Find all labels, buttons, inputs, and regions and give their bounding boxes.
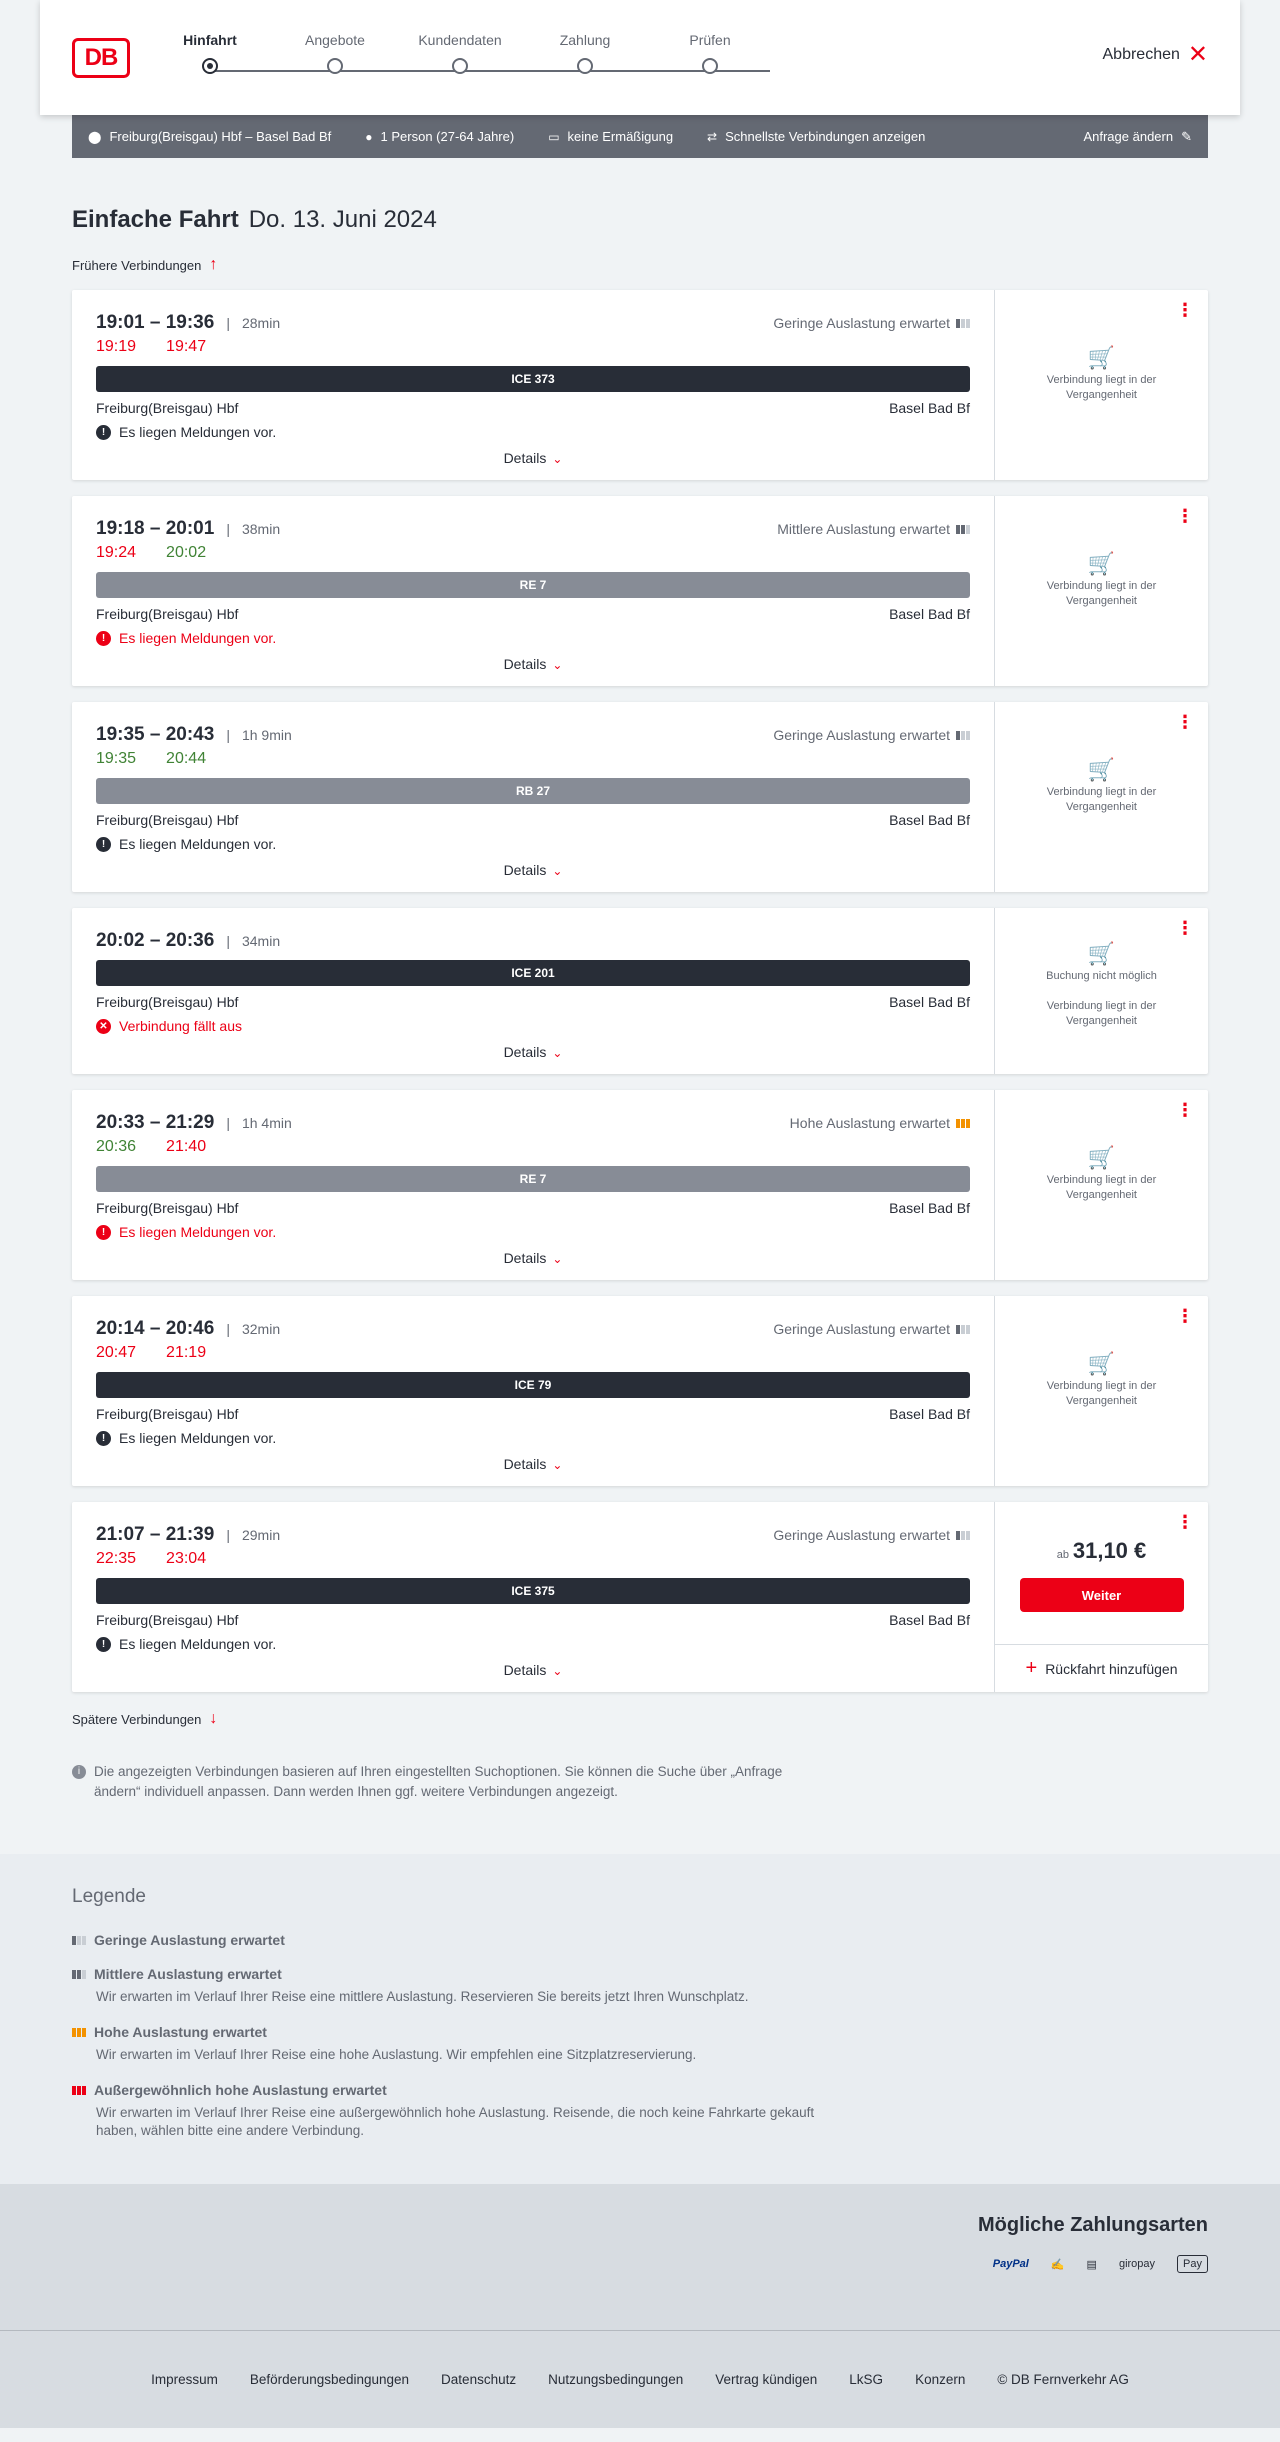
- chevron-down-icon: ⌄: [552, 864, 563, 878]
- price-prefix: ab: [1056, 1549, 1069, 1561]
- cancel-button[interactable]: [1102, 41, 1209, 68]
- continue-button[interactable]: Weiter: [1020, 1578, 1184, 1612]
- return-label: Rückfahrt hinzufügen: [1045, 1660, 1178, 1677]
- stations: [96, 1406, 970, 1422]
- destination-station: Basel Bad Bf: [889, 1200, 970, 1216]
- occupancy: [773, 1527, 970, 1543]
- step-hinfahrt: [150, 32, 270, 74]
- direct-debit-icon: ✍: [1050, 2258, 1065, 2271]
- details-label: Details: [503, 862, 547, 878]
- apple-pay-icon: [1177, 2255, 1208, 2273]
- route-summary: [88, 129, 331, 144]
- past-text: Verbindung liegt in der Vergangenheit: [1046, 1174, 1157, 1201]
- step-zahlung: [525, 32, 645, 74]
- time-row: [96, 1112, 970, 1134]
- connection-side: [995, 908, 1208, 1074]
- destination-station: Basel Bad Bf: [889, 606, 970, 622]
- message-notice: [96, 1224, 970, 1240]
- past-notice: [995, 941, 1208, 1029]
- chevron-down-icon: ⌄: [552, 658, 563, 672]
- details-label: Details: [503, 1662, 547, 1678]
- message-text: Es liegen Meldungen vor.: [119, 836, 277, 852]
- legend-title: Legende: [72, 1886, 146, 1907]
- realtime-row: [96, 750, 970, 770]
- train-bar[interactable]: RE 7: [96, 572, 970, 598]
- step-angebote: [275, 32, 395, 74]
- time-row: [96, 312, 970, 334]
- occupancy-low-icon: [956, 1325, 970, 1334]
- past-notice: [995, 1145, 1208, 1203]
- alert-icon: !: [96, 1431, 111, 1446]
- info-icon: i: [72, 1765, 86, 1779]
- change-request-button[interactable]: [1083, 129, 1192, 145]
- separator: |: [226, 727, 230, 743]
- step-label: Zahlung: [559, 32, 611, 48]
- time-row: [96, 930, 970, 952]
- details-toggle[interactable]: [72, 1044, 994, 1060]
- legend-item-title: Mittlere Auslastung erwartet: [94, 1966, 282, 1982]
- stations: [96, 606, 970, 622]
- connection-card[interactable]: [72, 908, 1208, 1074]
- destination-station: Basel Bad Bf: [889, 994, 970, 1010]
- occupancy: [773, 727, 970, 743]
- planned-times: 19:01 – 19:36: [96, 312, 215, 333]
- separator: |: [226, 521, 230, 537]
- occupancy: [773, 1321, 970, 1337]
- planned-times: 20:02 – 20:36: [96, 930, 215, 951]
- cart-disabled-icon: 🛒: [1087, 345, 1116, 370]
- realtime-departure: 22:35: [96, 1550, 137, 1567]
- duration: 32min: [241, 1321, 281, 1337]
- duration: 38min: [241, 521, 281, 537]
- connection-card[interactable]: [72, 1502, 1208, 1692]
- occupancy-low-icon: [956, 731, 970, 740]
- footer: [0, 2330, 1280, 2428]
- realtime-departure: 19:35: [96, 750, 137, 767]
- train-bar[interactable]: RE 7: [96, 1166, 970, 1192]
- separator: |: [226, 1115, 230, 1131]
- chevron-down-icon: ⌄: [552, 1664, 563, 1678]
- duration: 1h 4min: [241, 1115, 292, 1131]
- connection-main: [72, 1090, 995, 1280]
- step-dot: [202, 58, 218, 74]
- past-text: Verbindung liegt in der Vergangenheit: [1046, 1380, 1157, 1407]
- page-title: [72, 206, 1208, 234]
- past-text: Verbindung liegt in der Vergangenheit: [1046, 580, 1157, 607]
- step-kundendaten: [400, 32, 520, 74]
- legend-item-high: [72, 2024, 1208, 2064]
- message-notice: [96, 630, 970, 646]
- stations: [96, 400, 970, 416]
- occupancy-label: Geringe Auslastung erwartet: [773, 1527, 950, 1543]
- more-options-icon[interactable]: ⋮: [1176, 1100, 1194, 1121]
- legend-item-very-high: [72, 2082, 1208, 2140]
- origin-station: Freiburg(Breisgau) Hbf: [96, 812, 239, 828]
- more-options-icon[interactable]: ⋮: [1176, 300, 1194, 321]
- chevron-down-icon: ⌄: [552, 1458, 563, 1472]
- occupancy: [790, 1115, 970, 1131]
- planned-times: 20:33 – 21:29: [96, 1112, 215, 1133]
- passenger-text: 1 Person (27-64 Jahre): [380, 129, 515, 144]
- message-text: Es liegen Meldungen vor.: [119, 1636, 277, 1652]
- alert-icon: !: [96, 425, 111, 440]
- occupancy-label: Geringe Auslastung erwartet: [773, 1321, 950, 1337]
- more-options-icon[interactable]: ⋮: [1176, 1512, 1194, 1533]
- train-bar[interactable]: ICE 79: [96, 1372, 970, 1398]
- message-text: Verbindung fällt aus: [119, 1018, 242, 1034]
- close-icon: ✕: [1187, 41, 1208, 68]
- realtime-arrival: 23:04: [166, 1550, 207, 1567]
- origin-station: Freiburg(Breisgau) Hbf: [96, 1406, 239, 1422]
- header: [40, 0, 1240, 115]
- message-notice: [96, 1636, 970, 1652]
- passenger-summary: [365, 129, 514, 144]
- person-icon: ●: [365, 129, 373, 144]
- option-summary: [707, 129, 925, 144]
- train-bar[interactable]: ICE 201: [96, 960, 970, 986]
- occupancy-label: Hohe Auslastung erwartet: [789, 1115, 950, 1131]
- occupancy-low-icon: [956, 1531, 970, 1540]
- legend-section: [0, 1854, 1280, 2184]
- duration: 28min: [241, 315, 281, 331]
- alert-icon: !: [96, 837, 111, 852]
- progress-stepper: [183, 32, 770, 82]
- connection-side: [995, 290, 1208, 480]
- stations: [96, 1612, 970, 1628]
- details-label: Details: [503, 1456, 547, 1472]
- destination-station: Basel Bad Bf: [889, 1612, 970, 1628]
- legend-item-low: [72, 1932, 1208, 1948]
- message-text: Es liegen Meldungen vor.: [119, 1224, 277, 1240]
- planned-times: 20:14 – 20:46: [96, 1318, 215, 1339]
- discount-text: keine Ermäßigung: [567, 129, 674, 144]
- legend-item-desc: Wir erwarten im Verlauf Ihrer Reise eine hohe Auslastung. Wir empfehlen eine Sitzplatzreservierung.: [96, 2047, 697, 2062]
- location-pin-icon: ⬤: [88, 129, 102, 144]
- past-text: Verbindung liegt in der Vergangenheit: [1046, 374, 1157, 401]
- alert-icon: !: [96, 1637, 111, 1652]
- details-toggle[interactable]: [72, 1662, 994, 1678]
- realtime-departure: 20:47: [96, 1344, 137, 1361]
- connection-main: [72, 702, 995, 892]
- details-toggle[interactable]: [72, 1456, 994, 1472]
- sepa-icon: ▤: [1086, 2258, 1097, 2271]
- realtime-arrival: 19:47: [166, 338, 207, 355]
- legend-item-desc: Wir erwarten im Verlauf Ihrer Reise eine mittlere Auslastung. Reservieren Sie bereits jetzt Ihren Wunschplatz.: [96, 1989, 749, 2004]
- connection-side: [995, 1502, 1208, 1692]
- occupancy-high-icon: [956, 1119, 970, 1128]
- connection-main: [72, 1296, 995, 1486]
- step-dot: [452, 58, 468, 74]
- connection-list: [72, 290, 1208, 1692]
- footer-link-konzern[interactable]: Konzern: [915, 2372, 966, 2387]
- cancellation-notice: [96, 1018, 970, 1034]
- occupancy-high-icon: [72, 2028, 86, 2037]
- search-summary-bar: [72, 115, 1208, 158]
- destination-station: Basel Bad Bf: [889, 812, 970, 828]
- occupancy-label: Mittlere Auslastung erwartet: [777, 521, 950, 537]
- details-label: Details: [503, 656, 547, 672]
- time-row: [96, 1524, 970, 1546]
- legend-item-title: Geringe Auslastung erwartet: [94, 1932, 285, 1948]
- separator: |: [226, 315, 230, 331]
- realtime-row: [96, 1138, 970, 1158]
- arrow-down-icon: ↓: [209, 1710, 218, 1727]
- connection-card[interactable]: [72, 290, 1208, 480]
- more-options-icon[interactable]: ⋮: [1176, 712, 1194, 733]
- trip-date: Do. 13. Juni 2024: [248, 206, 437, 233]
- planned-times: 19:18 – 20:01: [96, 518, 215, 539]
- bahncard-icon: ▭: [548, 129, 560, 144]
- occupancy-low-icon: [72, 1936, 86, 1945]
- connection-card[interactable]: [72, 1296, 1208, 1486]
- past-notice: [995, 757, 1208, 815]
- connection-side: [995, 702, 1208, 892]
- realtime-arrival: 21:40: [166, 1138, 207, 1155]
- past-notice: [995, 1351, 1208, 1409]
- step-label: Kundendaten: [418, 32, 502, 48]
- details-label: Details: [503, 450, 547, 466]
- realtime-arrival: 20:02: [166, 544, 207, 561]
- past-notice: [995, 345, 1208, 403]
- db-logo[interactable]: DB: [72, 38, 130, 78]
- origin-station: Freiburg(Breisgau) Hbf: [96, 606, 239, 622]
- realtime-row: [96, 1550, 970, 1570]
- train-bar[interactable]: RB 27: [96, 778, 970, 804]
- step-pruefen: [650, 32, 770, 74]
- details-toggle[interactable]: [72, 656, 994, 672]
- paypal-icon: PayPal: [992, 2258, 1029, 2270]
- route-text: Freiburg(Breisgau) Hbf – Basel Bad Bf: [109, 129, 332, 144]
- trip-type: Einfache Fahrt: [72, 206, 239, 233]
- connection-main: [72, 290, 995, 480]
- occupancy: [773, 315, 970, 331]
- past-text: Verbindung liegt in der Vergangenheit: [1046, 786, 1157, 813]
- past-text: Verbindung liegt in der Vergangenheit: [1046, 1000, 1157, 1027]
- connection-side: [995, 1090, 1208, 1280]
- realtime-arrival: 20:44: [166, 750, 207, 767]
- occupancy-low-icon: [956, 319, 970, 328]
- more-options-icon[interactable]: ⋮: [1176, 506, 1194, 527]
- train-bar[interactable]: ICE 373: [96, 366, 970, 392]
- message-text: Es liegen Meldungen vor.: [119, 630, 277, 646]
- step-label: Angebote: [305, 32, 365, 48]
- realtime-row: [96, 544, 970, 564]
- change-request-label: Anfrage ändern: [1083, 129, 1174, 144]
- cart-disabled-icon: 🛒: [1087, 941, 1116, 966]
- planned-times: 21:07 – 21:39: [96, 1524, 215, 1545]
- swap-arrows-icon: ⇄: [707, 129, 718, 144]
- duration: 29min: [241, 1527, 281, 1543]
- connection-main: [72, 1502, 995, 1692]
- footer-link-vertrag-kuendigen[interactable]: Vertrag kündigen: [715, 2372, 818, 2387]
- alert-icon: !: [96, 1225, 111, 1240]
- step-dot: [577, 58, 593, 74]
- message-notice: [96, 1430, 970, 1446]
- realtime-row: [96, 1344, 970, 1364]
- main-content: [72, 206, 1208, 1802]
- later-connections-link[interactable]: [72, 1710, 1208, 1728]
- footer-link-datenschutz[interactable]: Datenschutz: [441, 2372, 517, 2387]
- footer-copyright: © DB Fernverkehr AG: [997, 2372, 1129, 2387]
- plus-icon: +: [1025, 1657, 1038, 1679]
- details-toggle[interactable]: [72, 450, 994, 466]
- connection-side: [995, 1296, 1208, 1486]
- message-text: Es liegen Meldungen vor.: [119, 424, 277, 440]
- occupancy-label: Geringe Auslastung erwartet: [773, 727, 950, 743]
- step-dot: [327, 58, 343, 74]
- footer-link-befoerderungsbedingungen[interactable]: Beförderungsbedingungen: [249, 2372, 410, 2387]
- arrow-up-icon: ↑: [209, 256, 218, 273]
- cancel-label: Abbrechen: [1102, 46, 1180, 63]
- occupancy-medium-icon: [72, 1970, 86, 1979]
- connection-side: [995, 496, 1208, 686]
- separator: |: [226, 1321, 230, 1337]
- separator: |: [226, 1527, 230, 1543]
- footer-link-impressum[interactable]: Impressum: [151, 2372, 218, 2387]
- earlier-label: Frühere Verbindungen: [72, 257, 202, 273]
- occupancy: [777, 521, 970, 537]
- destination-station: Basel Bad Bf: [889, 1406, 970, 1422]
- details-label: Details: [503, 1250, 547, 1266]
- alert-icon: !: [96, 631, 111, 646]
- more-options-icon[interactable]: ⋮: [1176, 1306, 1194, 1327]
- occupancy-medium-icon: [956, 525, 970, 534]
- option-text: Schnellste Verbindungen anzeigen: [725, 129, 926, 144]
- chevron-down-icon: ⌄: [552, 1046, 563, 1060]
- legend-item-title: Hohe Auslastung erwartet: [94, 2024, 267, 2040]
- message-notice: [96, 836, 970, 852]
- info-note: [72, 1762, 832, 1802]
- realtime-departure: 19:19: [96, 338, 137, 355]
- cart-disabled-icon: 🛒: [1087, 1351, 1116, 1376]
- apple-pay-label: Pay: [1183, 2258, 1202, 2270]
- earlier-connections-link[interactable]: [72, 256, 1208, 274]
- cart-disabled-icon: 🛒: [1087, 551, 1116, 576]
- stations: [96, 1200, 970, 1216]
- connection-card[interactable]: [72, 1090, 1208, 1280]
- origin-station: Freiburg(Breisgau) Hbf: [96, 400, 239, 416]
- footer-link-lksg[interactable]: LkSG: [849, 2372, 884, 2387]
- realtime-departure: 20:36: [96, 1138, 137, 1155]
- price: 31,10 €: [1072, 1538, 1147, 1563]
- duration: 34min: [241, 933, 281, 949]
- connection-main: [72, 908, 995, 1074]
- connection-main: [72, 496, 995, 686]
- step-dot: [702, 58, 718, 74]
- booking-note: Buchung nicht möglich: [1046, 970, 1157, 982]
- time-row: [96, 1318, 970, 1340]
- more-options-icon[interactable]: ⋮: [1176, 918, 1194, 939]
- realtime-row: [96, 338, 970, 358]
- stations: [96, 994, 970, 1010]
- payment-title: Mögliche Zahlungsarten: [977, 2214, 1208, 2236]
- past-notice: [995, 551, 1208, 609]
- add-return-trip-button[interactable]: [995, 1644, 1208, 1692]
- occupancy-label: Geringe Auslastung erwartet: [773, 315, 950, 331]
- message-notice: [96, 424, 970, 440]
- origin-station: Freiburg(Breisgau) Hbf: [96, 1200, 239, 1216]
- train-bar[interactable]: ICE 375: [96, 1578, 970, 1604]
- realtime-departure: 19:24: [96, 544, 137, 561]
- details-toggle[interactable]: [72, 1250, 994, 1266]
- chevron-down-icon: ⌄: [552, 452, 563, 466]
- legend-item-title: Außergewöhnlich hohe Auslastung erwartet: [94, 2082, 387, 2098]
- separator: |: [226, 933, 230, 949]
- discount-summary: [548, 129, 673, 144]
- cart-disabled-icon: 🛒: [1087, 1145, 1116, 1170]
- planned-times: 19:35 – 20:43: [96, 724, 215, 745]
- pencil-icon: ✎: [1181, 128, 1192, 144]
- later-label: Spätere Verbindungen: [72, 1711, 202, 1727]
- step-label: Prüfen: [689, 32, 731, 48]
- realtime-arrival: 21:19: [166, 1344, 207, 1361]
- cart-disabled-icon: 🛒: [1087, 757, 1116, 782]
- occupancy-very-high-icon: [72, 2086, 86, 2095]
- chevron-down-icon: ⌄: [552, 1252, 563, 1266]
- legend-item-medium: [72, 1966, 1208, 2006]
- connection-card[interactable]: [72, 496, 1208, 686]
- destination-station: Basel Bad Bf: [889, 400, 970, 416]
- stations: [96, 812, 970, 828]
- connection-card[interactable]: [72, 702, 1208, 892]
- price-box: [995, 1538, 1208, 1612]
- details-label: Details: [503, 1044, 547, 1060]
- info-text: Die angezeigten Verbindungen basieren auf Ihren eingestellten Suchoptionen. Sie können die Suche über „Anfrage ändern“ individuell anpassen. Dann werden Ihnen ggf. weitere Verbindungen angezeigt.: [94, 1764, 783, 1799]
- legend-item-desc: Wir erwarten im Verlauf Ihrer Reise eine außergewöhnlich hohe Auslastung. Reisende, die noch keine Fahrkarte gekauft haben, wählen bitte eine andere Verbindung.: [96, 2105, 815, 2138]
- origin-station: Freiburg(Breisgau) Hbf: [96, 994, 239, 1010]
- message-text: Es liegen Meldungen vor.: [119, 1430, 277, 1446]
- origin-station: Freiburg(Breisgau) Hbf: [96, 1612, 239, 1628]
- time-row: [96, 518, 970, 540]
- step-label: Hinfahrt: [183, 32, 237, 48]
- duration: 1h 9min: [241, 727, 292, 743]
- payment-methods-section: [0, 2184, 1280, 2330]
- time-row: [96, 724, 970, 746]
- details-toggle[interactable]: [72, 862, 994, 878]
- footer-link-nutzungsbedingungen[interactable]: Nutzungsbedingungen: [548, 2372, 684, 2387]
- cancel-circle-icon: ✕: [96, 1019, 111, 1034]
- giropay-icon: giropay: [1118, 2258, 1156, 2270]
- payment-icons: [72, 2255, 1208, 2273]
